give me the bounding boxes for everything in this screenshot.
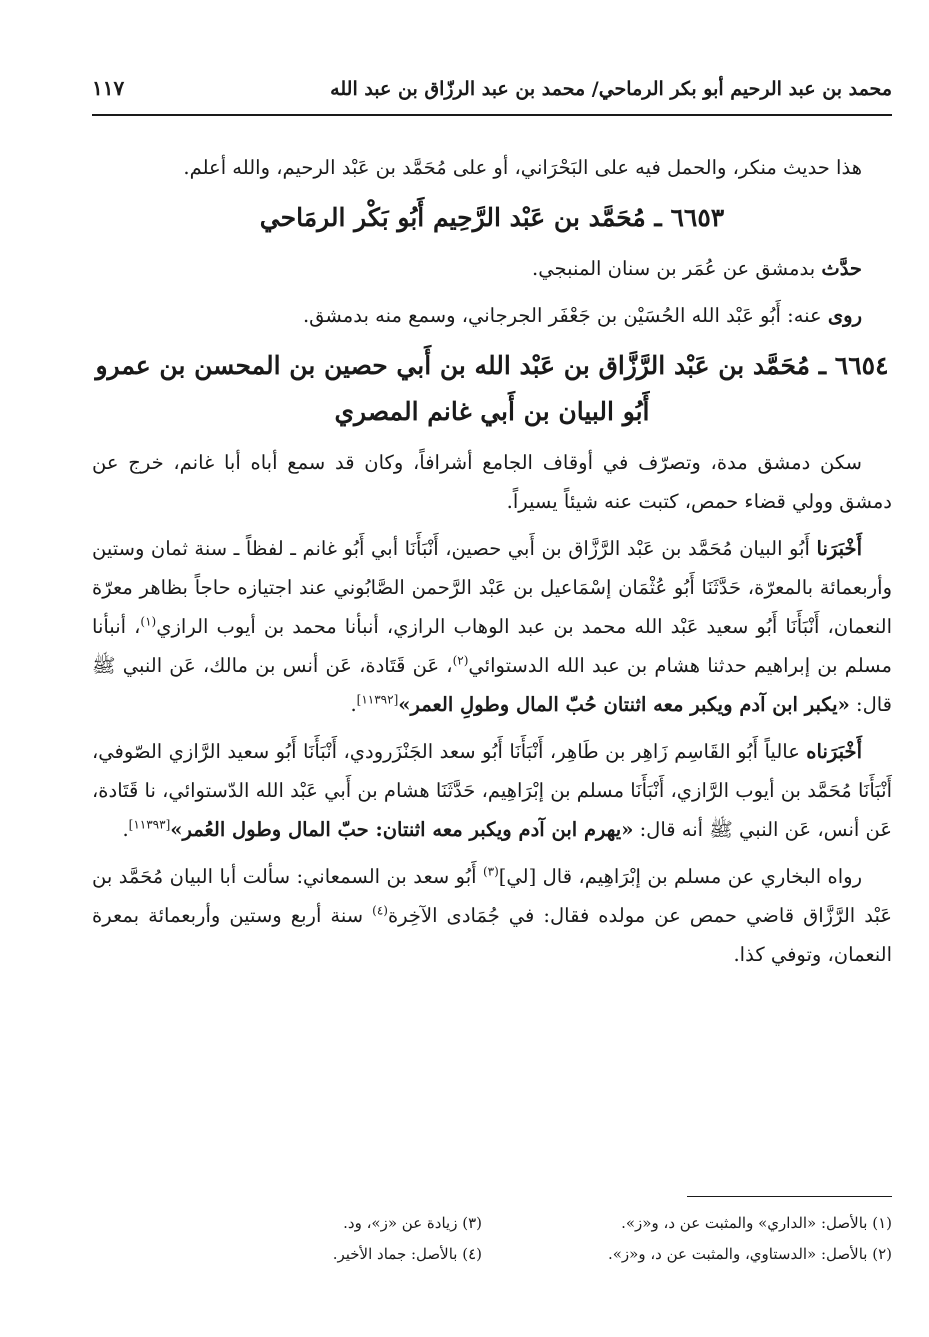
- rawa-text: عنه: أَبُو عَبْد الله الحُسَيْن بن جَعْفَر الجرجاني، وسمع منه بدمشق.: [302, 304, 828, 327]
- footnote-3: (٣) زيادة عن «ز»، ود.: [343, 1214, 482, 1232]
- header-rule: [92, 114, 892, 116]
- footnote-ref-4: (٤): [372, 903, 388, 918]
- entry-6653-haddath: [92, 249, 892, 288]
- page-number: ١١٧: [92, 76, 125, 100]
- footnote-4: (٤) بالأصل: جماد الأخير.: [332, 1245, 482, 1263]
- closing-paragraph: [92, 857, 892, 974]
- isnad2-text-a: عالياً أَبُو القَاسِم زَاهِر بن طَاهِر، أَنْبَأَنَا أَبُو سعد الجَنْزَرودي، أَنْبَأَنَا أَبُو سعيد الرَّازي الصّوفي، أَنْبَأَنَا مُحَمَّد بن أيوب الرَّازي، أَنْبَأَنَا مسلم بن إبْرَاهِيم، حَدَّثَنَا هشام بن أَبي عَبْد الله الدّستوائي، نا قَتَادة، عَن أنس، عَن النبي ﷺ أنه قال:: [92, 740, 892, 841]
- haddath-text: بدمشق عن عُمَر بن سنان المنبجي.: [532, 257, 822, 280]
- footnote-ref-1: (١): [140, 614, 157, 629]
- rawa-keyword: روى: [827, 304, 862, 327]
- book-page: [92, 66, 892, 1296]
- isnad1-text-a: أَبُو البيان مُحَمَّد بن عَبْد الرَّزَّاق بن أَبي حصين، أَنْبَأَنَا أبي أَبُو غانم ـ لفظاً ـ سنة ثمان وستين وأربعمائة بالمعرّة، حَدَّثَنَا أَبُو عُثْمَان إسْمَاعيل بن عَبْد الرَّحمن الصَّابُوني عند اجتيازه حاجاً بظاهر معرّة النعمان، أَنْبَأَنَا أَبُو سعيد عَبْد الله محمد بن عبد الوهاب الرازي، أنبأنا محمد بن أيوب الرازي: [92, 537, 892, 638]
- footnote-row: [92, 1239, 892, 1270]
- haddath-keyword: حدَّث: [821, 257, 862, 280]
- akhbaranah-keyword: أَخْبَرَناه: [806, 740, 862, 763]
- page-body: [92, 148, 892, 982]
- entry-6654-bio: سكن دمشق مدة، وتصرّف في أوقاف الجامع أشرافاً، وكان قد سمع أباه أبا غانم، خرج عن دمشق وولي قضاء حمص، كتبت عنه شيئاً يسيراً.: [92, 451, 892, 513]
- isnad1-text-b: ، أنبأنا مسلم بن إبراهيم حدثنا هشام بن عبد الله الدستوائي: [92, 615, 892, 677]
- running-title: محمد بن عبد الرحيم أبو بكر الرماحي/ محمد بن عبد الرزّاق بن عبد الله: [330, 78, 892, 100]
- intro-paragraph: هذا حديث منكر، والحمل فيه على البَحْرَاني، أو على مُحَمَّد بن عَبْد الرحيم، والله أعلم.: [183, 156, 862, 179]
- hadith-number-2: [١١٣٩٣]: [128, 817, 171, 832]
- footnote-rule: [687, 1196, 892, 1197]
- closing-text-c: سنة أربع وستين وأربعمائة بمعرة النعمان، وتوفي كذا.: [92, 904, 892, 966]
- isnad2-end: .: [122, 818, 129, 841]
- hadith-quote-1: «يكبر ابن آدم ويكبر معه اثنتان حُبّ المال وطولِ العمر»: [398, 693, 850, 716]
- entry-6654-title: [92, 343, 892, 435]
- entry-6654-title-line2: أَبُو البيان بن أَبي غانم المصري: [334, 397, 650, 426]
- hadith-number-1: [١١٣٩٢]: [356, 692, 399, 707]
- footnote-ref-2: (٢): [452, 653, 469, 668]
- entry-6654-title-line1: ٦٦٥٤ ـ مُحَمَّد بن عَبْد الرَّزَّاق بن عَبْد الله بن أَبي حصين بن المحسن بن عمرو: [95, 351, 889, 380]
- closing-text-b: أَبُو سعد بن السمعاني: سألت أبا البيان مُحَمَّد بن عَبْد الرَّزَّاق قاضي حمص عن مولده فقال: في جُمَادى الآخِرة: [92, 865, 892, 927]
- isnad1-end: .: [350, 693, 357, 716]
- page-header: [92, 66, 892, 110]
- hadith-quote-2: «يهرم ابن آدم ويكبر معه اثنتان: حبّ المال وطول العُمر»: [170, 818, 634, 841]
- footnote-row: [92, 1208, 892, 1239]
- akhbarana-keyword: أَخْبَرَنا: [816, 537, 862, 560]
- isnad1-text-c: ، عَن قَتَادة، عَن أنس بن مالك، عَن النبي ﷺ قال:: [92, 654, 892, 716]
- entry-6653-rawa: [92, 296, 892, 335]
- footnotes: [92, 1208, 892, 1270]
- footnote-2: (٢) بالأصل: «الدستاوي، والمثبت عن د، و«ز».: [607, 1245, 892, 1263]
- isnad-paragraph-2: [92, 732, 892, 849]
- isnad-paragraph-1: [92, 529, 892, 724]
- entry-6653-title: ٦٦٥٣ ـ مُحَمَّد بن عَبْد الرَّحِيم أَبُو بَكْر الرمَاحي: [259, 203, 725, 232]
- footnote-1: (١) بالأصل: «الداري» والمثبت عن د، و«ز».: [621, 1214, 892, 1232]
- closing-text-a: رواه البخاري عن مسلم بن إبْرَاهِيم، قال [لي]: [498, 865, 862, 888]
- footnote-ref-3: (٣): [482, 864, 499, 879]
